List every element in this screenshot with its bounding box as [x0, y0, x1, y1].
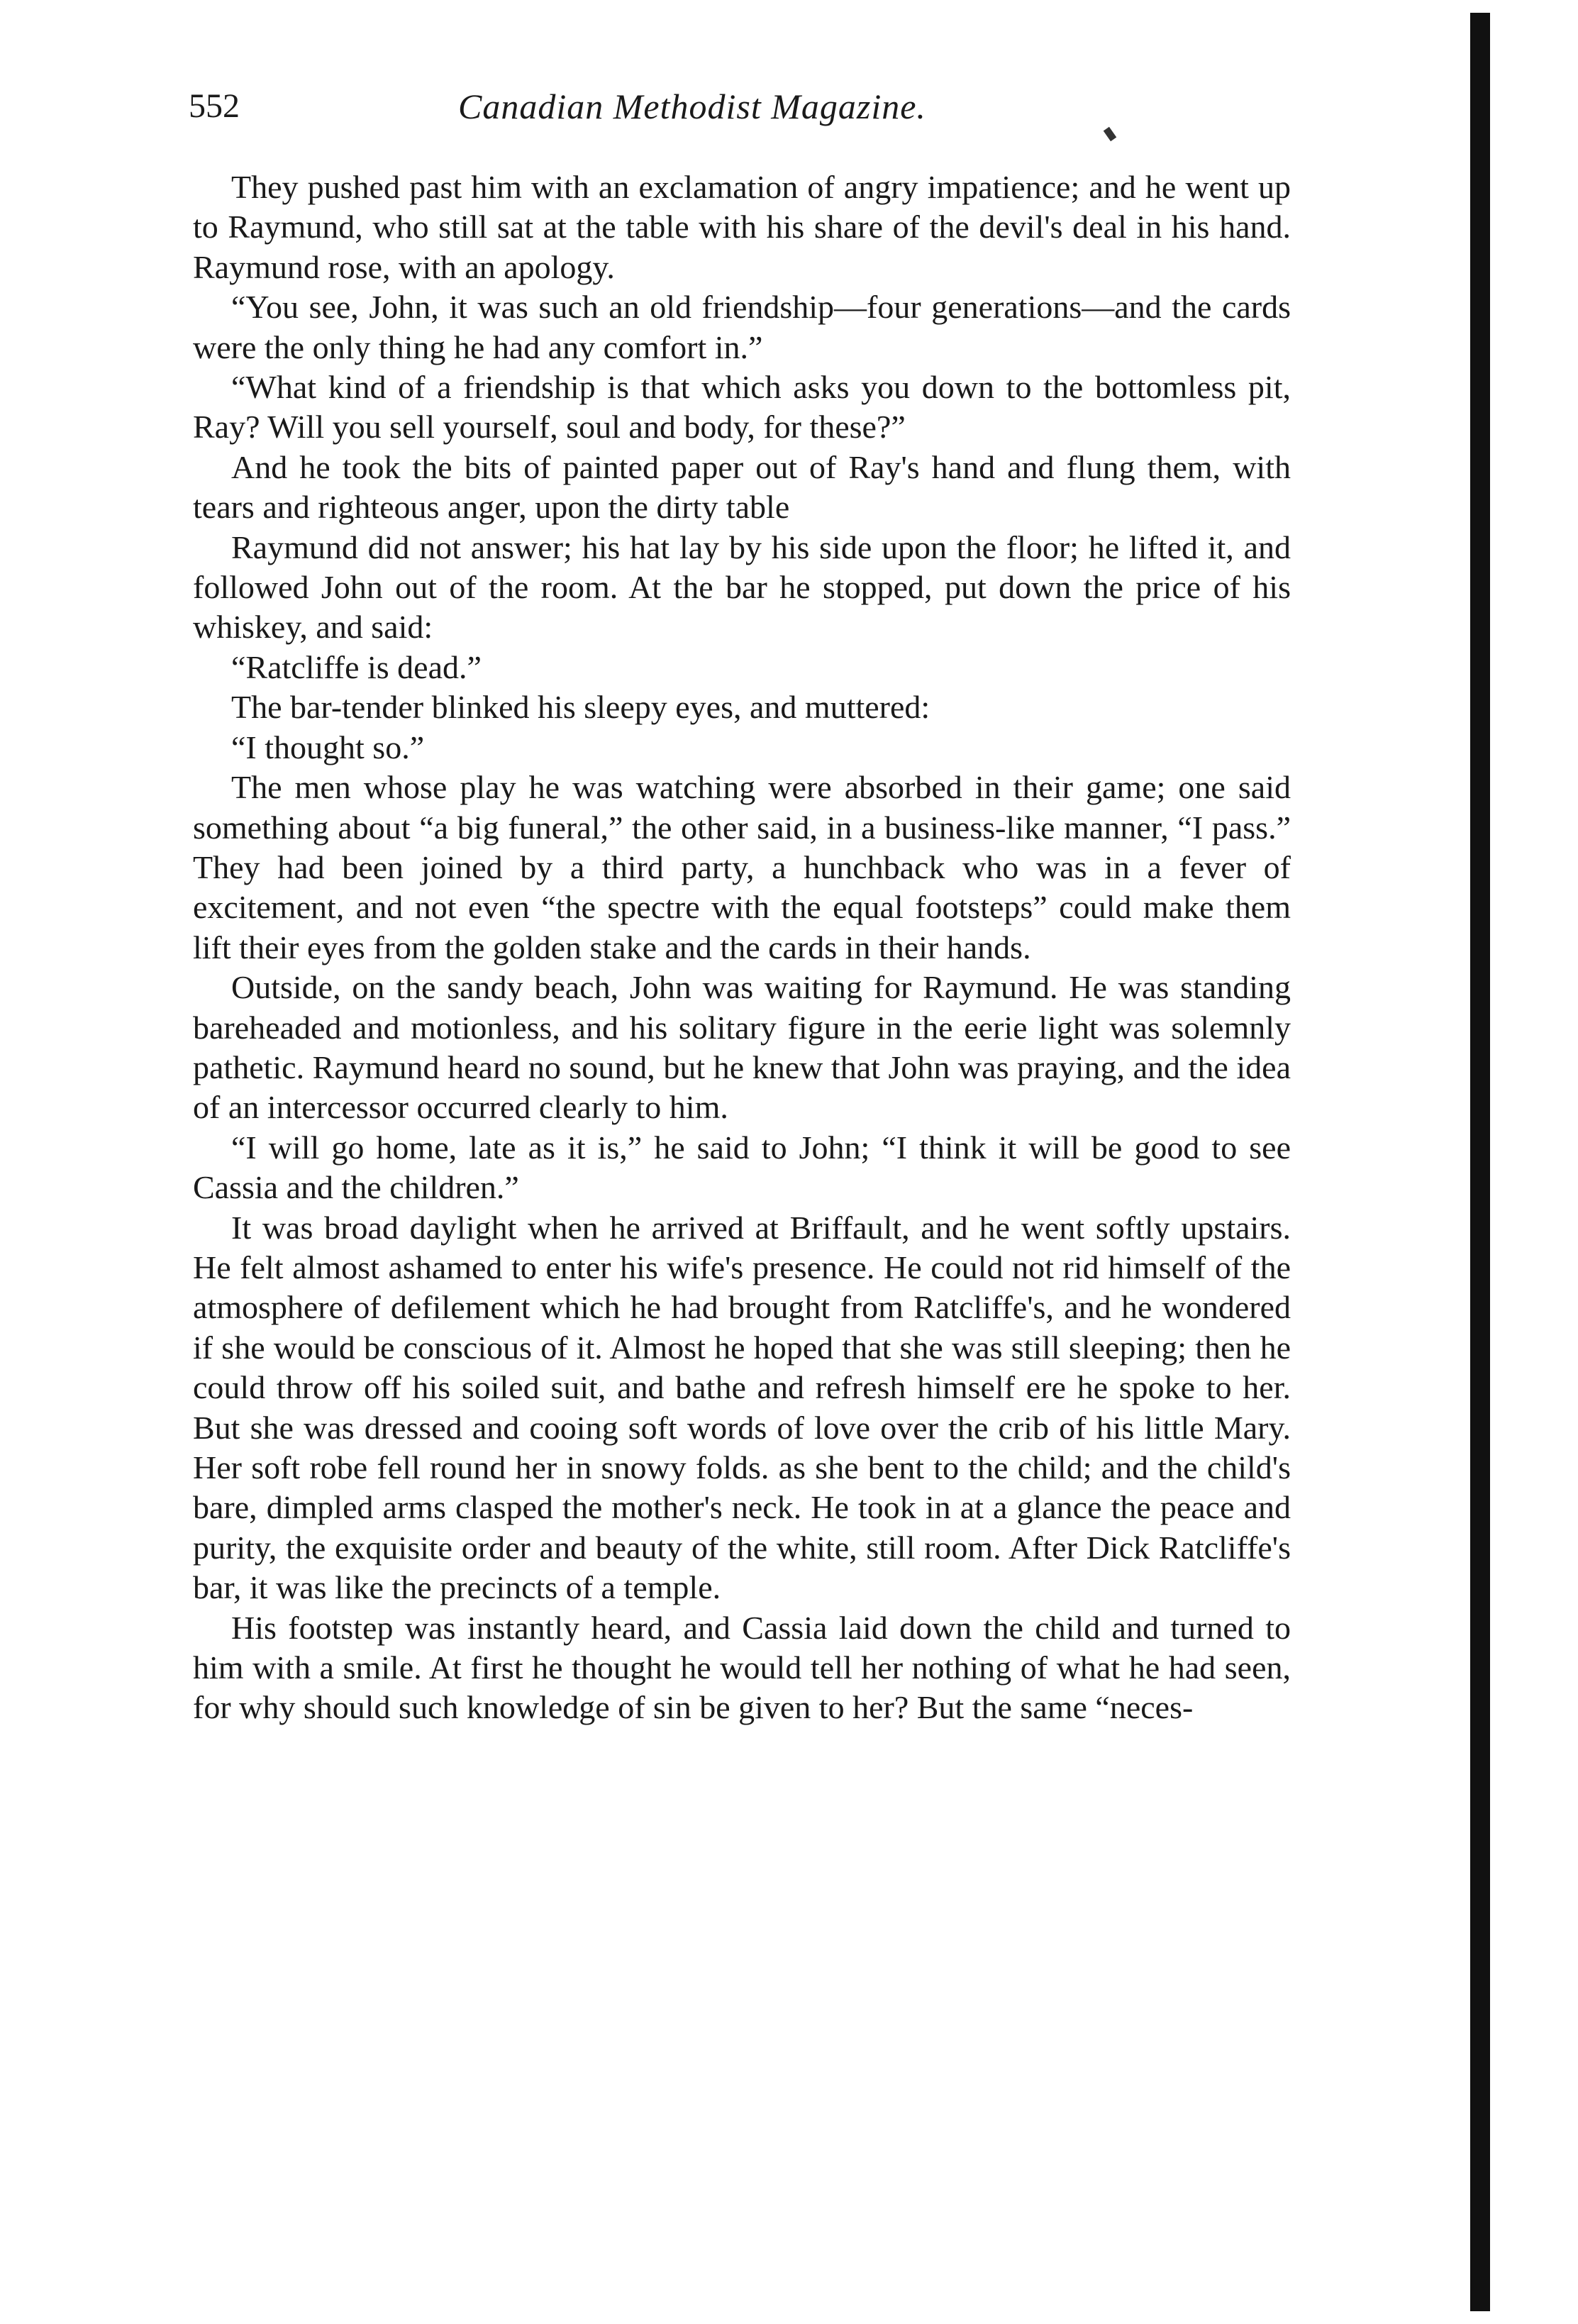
- paragraph: They pushed past him with an exclamation of angry impatience; and he went up to Raymund, who still sat at the table with his share of the devil's deal in his hand. Raymund rose, with an apology.: [193, 169, 1291, 285]
- paragraph: “I thought so.”: [231, 729, 425, 765]
- paragraph: The men whose play he was watching were absorbed in their game; one said something about “a big funeral,” the other said, in a business-like manner, “I pass.” They had been joined by a third party, a hunchback who was in a fever of excitement, and not even “the spectre with the equal footsteps” could make them lift their eyes from the golden stake and the cards in their hands.: [193, 769, 1291, 965]
- paragraph: The bar-tender blinked his sleepy eyes, and muttered:: [231, 689, 930, 726]
- paragraph: His footstep was instantly heard, and Cassia laid down the child and turned to him with a smile. At first he thought he would tell her nothing of what he had seen, for why should such knowledge of sin be given to her? But the same “neces-: [193, 1609, 1291, 1726]
- page-number: 552: [189, 87, 240, 125]
- paragraph: And he took the bits of painted paper out of Ray's hand and flung them, with tears and righteous anger, upon the dirty table: [193, 448, 1291, 526]
- paragraph: Outside, on the sandy beach, John was waiting for Raymund. He was standing bareheaded and motionless, and his solitary figure in the eerie light was solemnly pathetic. Raymund heard no sound, but he knew that John was praying, and the idea of an intercessor occurred clearly to him.: [193, 969, 1291, 1126]
- paragraph: “I will go home, late as it is,” he said to John; “I think it will be good to see Cassia and the children.”: [193, 1129, 1291, 1206]
- page-edge-rule: [1470, 13, 1490, 2311]
- running-head: Canadian Methodist Magazine.: [458, 87, 926, 126]
- page-header: [189, 85, 1295, 142]
- paragraph: “You see, John, it was such an old friendship—four generations—and the cards were the only thing he had any comfort in.”: [193, 289, 1291, 365]
- paragraph: Raymund did not answer; his hat lay by his side upon the floor; he lifted it, and followed John out of the room. At the bar he stopped, put down the price of his whiskey, and said:: [193, 529, 1291, 646]
- body-text: [193, 167, 1291, 1728]
- paragraph: “Ratcliffe is dead.”: [231, 648, 482, 685]
- paragraph: It was broad daylight when he arrived at Briffault, and he went softly upstairs. He felt almost ashamed to enter his wife's presence. He could not rid himself of the atmosphere of defilement which he had brought from Ratcliffe's, and he wondered if she would be conscious of it. Almost he hoped that she was still sleeping; then he could throw off his soiled suit, and bathe and refresh himself ere he spoke to her. But she was dressed and cooing soft words of love over the crib of his little Mary. Her soft robe fell round her in snowy folds. as she bent to the child; and the child's bare, dimpled arms clasped the mother's neck. He took in at a glance the peace and purity, the exquisite order and beauty of the white, still room. After Dick Ratcliffe's bar, it was like the precincts of a temple.: [193, 1209, 1291, 1606]
- paragraph: “What kind of a friendship is that which asks you down to the bottomless pit, Ray? Will you sell yourself, soul and body, for these?”: [193, 369, 1291, 446]
